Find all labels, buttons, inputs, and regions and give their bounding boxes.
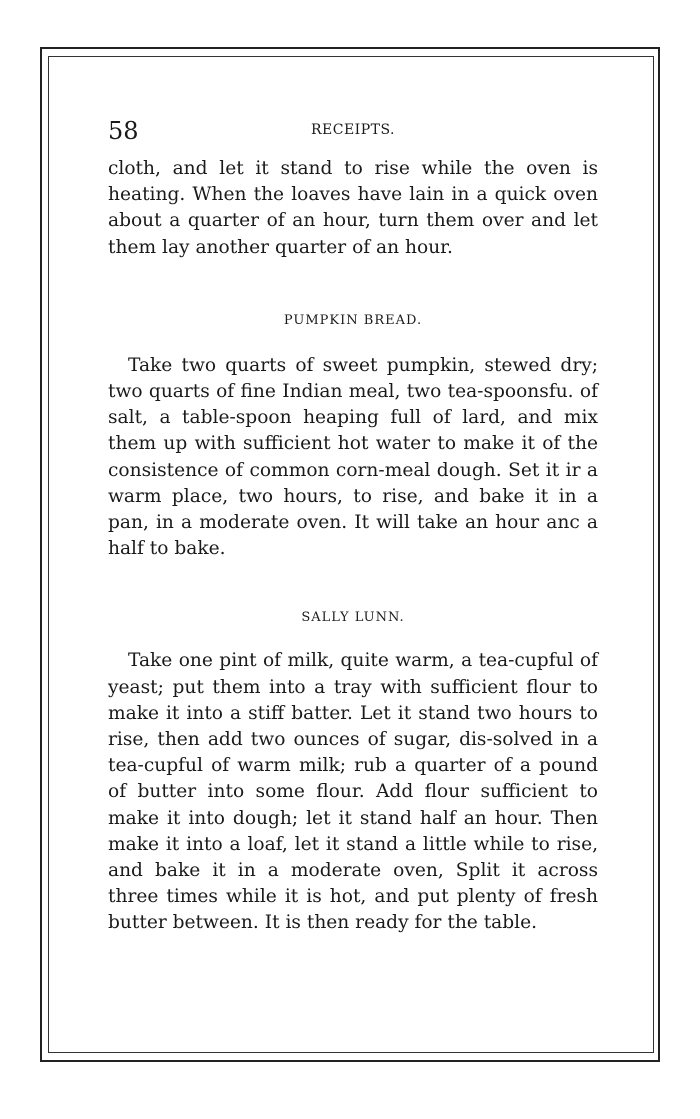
page-number: 58: [108, 117, 139, 145]
section-body-pumpkin-bread: Take two quarts of sweet pumpkin, stewed dry; two quarts of fine Indian meal, two tea-spoonsfu. of salt, a table-spoon heaping full of lard, and mix them up with sufficient hot water to make it of the consistence of common corn-meal dough. Set it ir a warm place, two hours, to rise, and bake it in a pan, in a moderate oven. It will take an hour anc a half to bake.: [108, 354, 598, 560]
page-header: [108, 116, 598, 146]
running-head: RECEIPTS.: [310, 122, 396, 138]
section-heading-sally-lunn: SALLY LUNN.: [301, 610, 405, 626]
section-body-sally-lunn: Take one pint of milk, quite warm, a tea-cupful of yeast; put them into a tray with sufficient flour to make it into a stiff batter. Let it stand two hours to rise, then add two ounces of sugar, dis-solved in a tea-cupful of warm milk; rub a quarter of a pound of butter into some flour. Add flour sufficient to make it into dough; let it stand half an hour. Then make it into a loaf, let it stand a little while to rise, and bake it in a moderate oven, Split it across three times while it is hot, and put plenty of fresh butter between. It is then ready for the table.: [108, 650, 598, 934]
page-content: [108, 156, 598, 937]
section-heading-pumpkin-bread: PUMPKIN BREAD.: [283, 312, 423, 328]
continuation-paragraph: cloth, and let it stand to rise while the oven is heating. When the loaves have lain in a quick oven about a quarter of an hour, turn them over and let them lay another quarter of an hour.: [108, 158, 598, 258]
